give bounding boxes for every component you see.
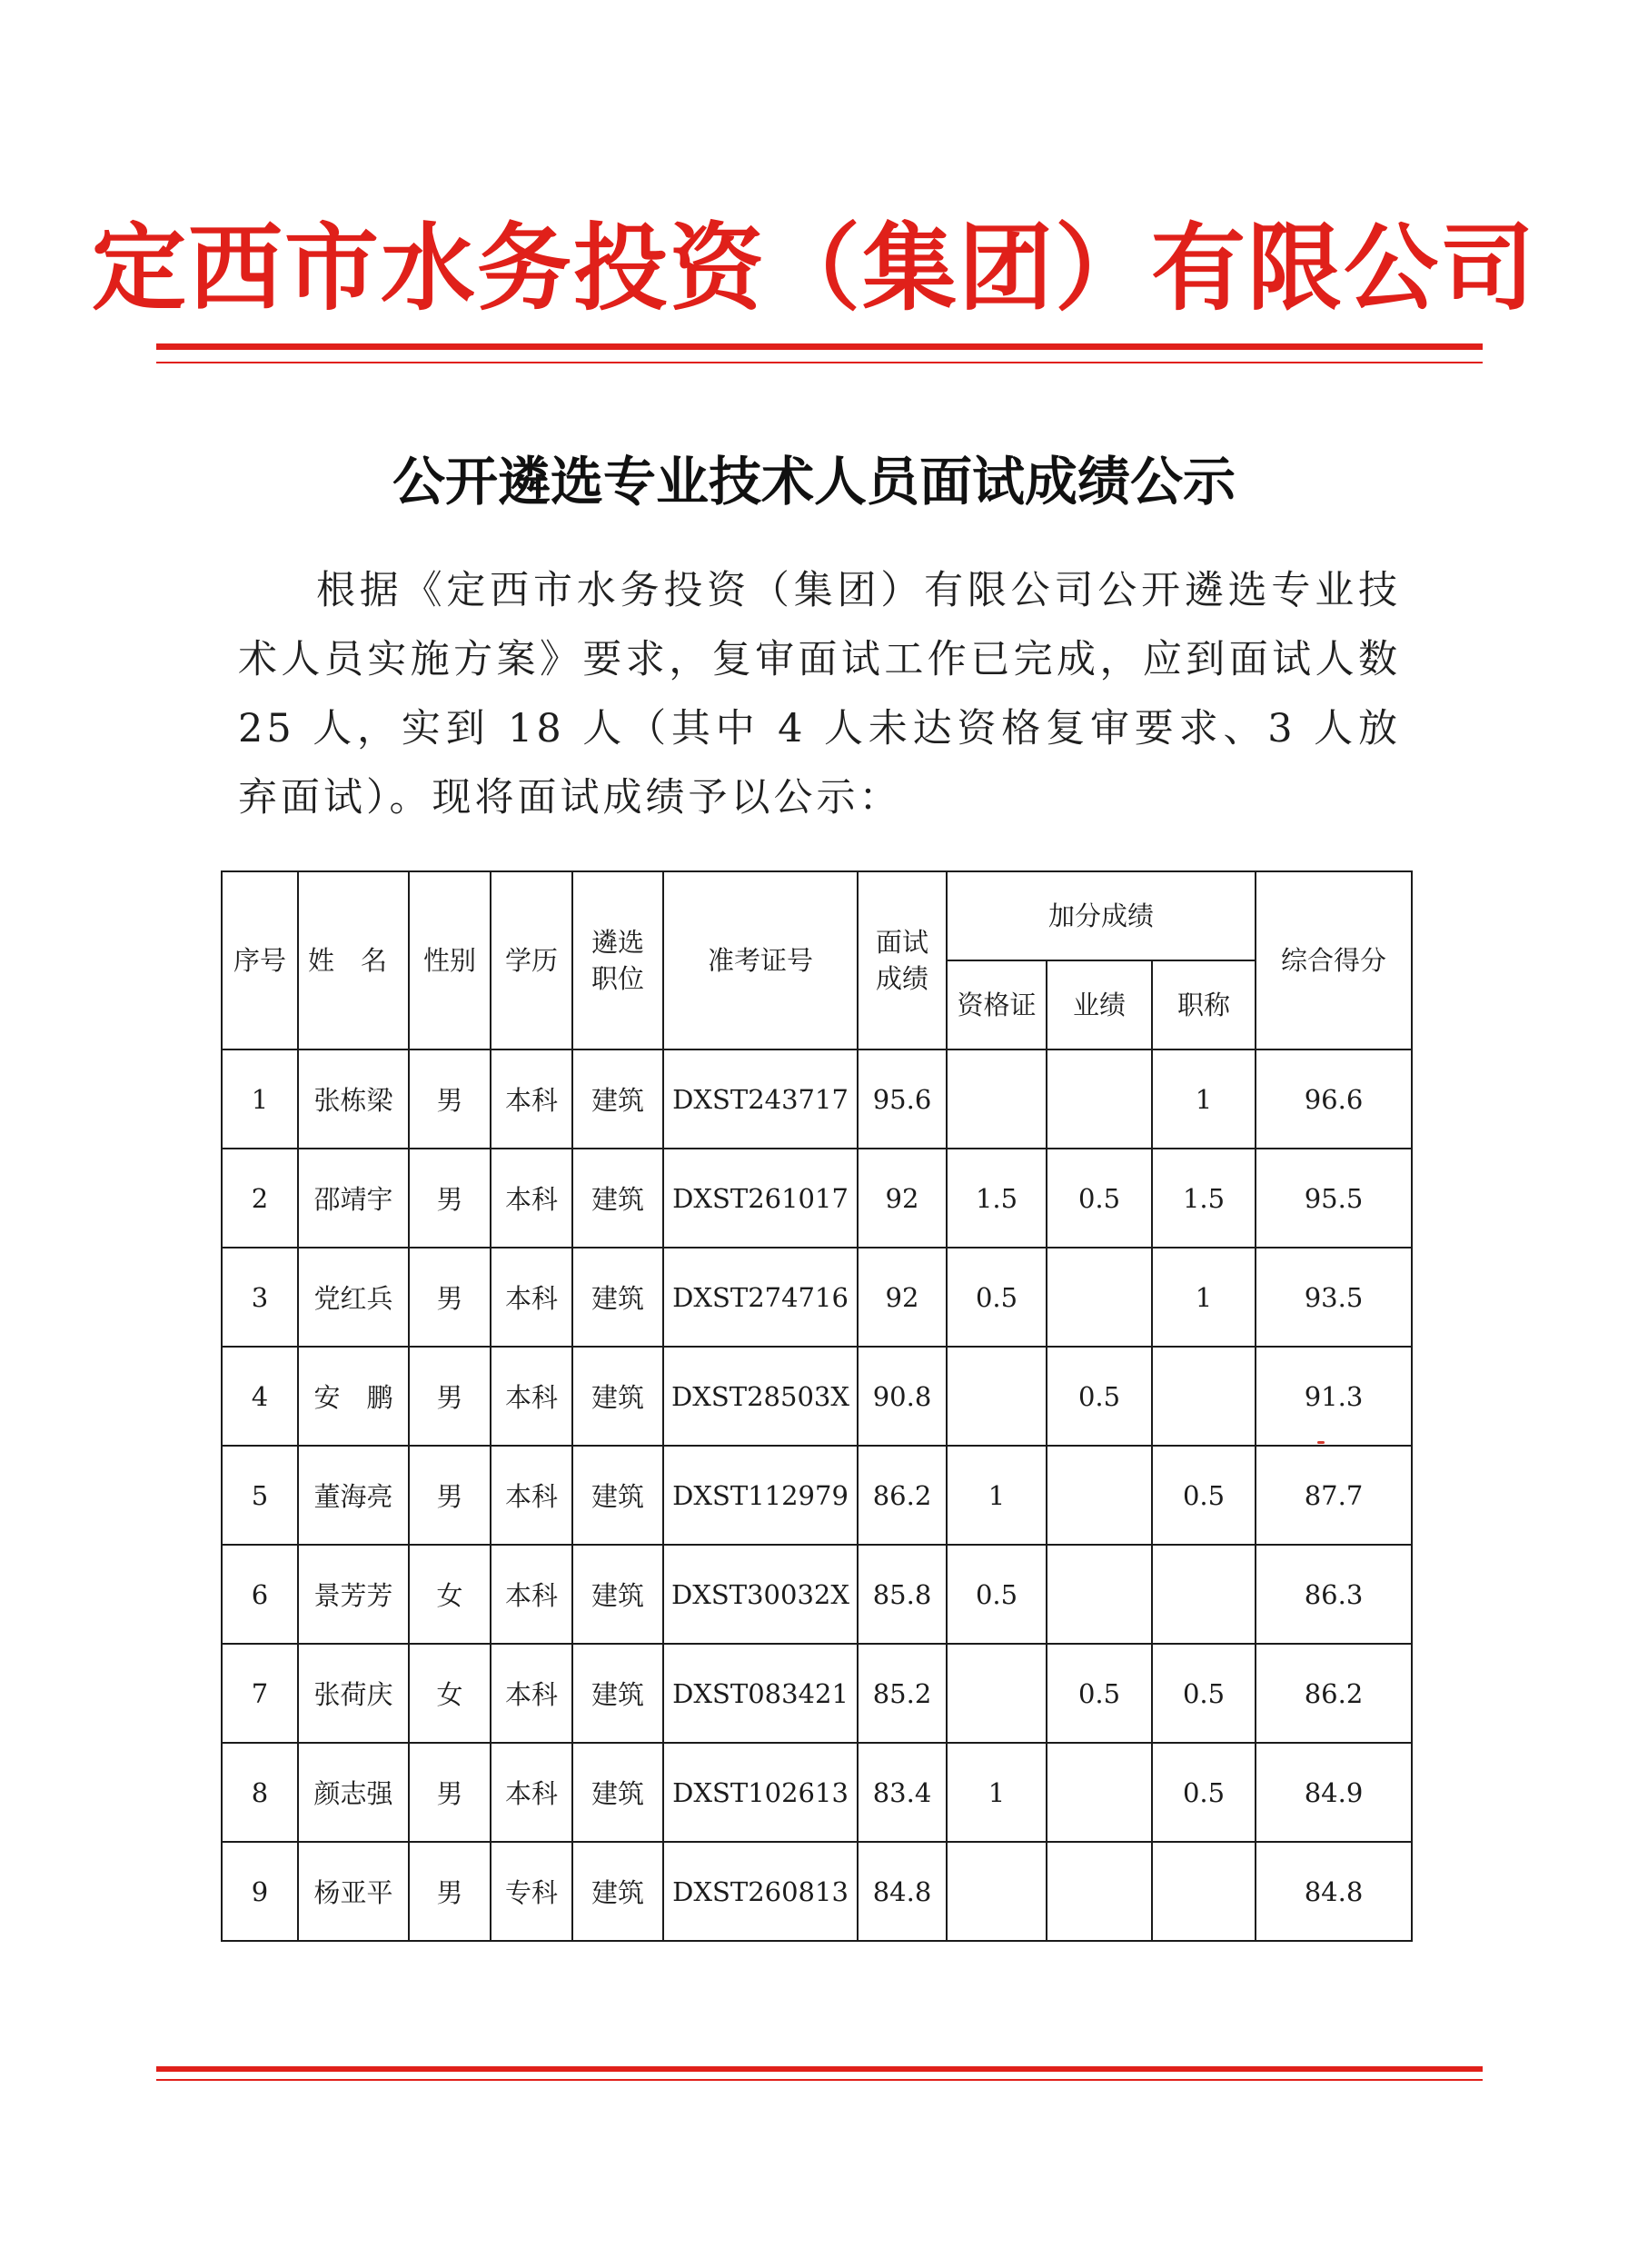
cell-name: 颜志强 bbox=[298, 1743, 409, 1842]
table-row bbox=[222, 1446, 1412, 1545]
cell-education: 本科 bbox=[491, 1149, 572, 1248]
cell-position: 建筑 bbox=[572, 1446, 663, 1545]
cell-gender: 男 bbox=[409, 1347, 491, 1446]
table-row bbox=[222, 1248, 1412, 1347]
cell-bonus-performance bbox=[1047, 1743, 1152, 1842]
cell-index: 8 bbox=[222, 1743, 298, 1842]
cell-position: 建筑 bbox=[572, 1743, 663, 1842]
header-education: 学历 bbox=[491, 871, 572, 1049]
cell-bonus-title: 0.5 bbox=[1152, 1446, 1256, 1545]
table-row bbox=[222, 1842, 1412, 1941]
header-exam-id: 准考证号 bbox=[663, 871, 858, 1049]
cell-index: 2 bbox=[222, 1149, 298, 1248]
cell-bonus-title: 1.5 bbox=[1152, 1149, 1256, 1248]
cell-index: 6 bbox=[222, 1545, 298, 1644]
cell-bonus-cert: 0.5 bbox=[947, 1545, 1047, 1644]
cell-education: 本科 bbox=[491, 1248, 572, 1347]
cell-bonus-title bbox=[1152, 1347, 1256, 1446]
cell-bonus-performance bbox=[1047, 1842, 1152, 1941]
cell-position: 建筑 bbox=[572, 1248, 663, 1347]
header-bonus-group: 加分成绩 bbox=[947, 871, 1256, 960]
document-title: 公开遴选专业技术人员面试成绩公示 bbox=[392, 451, 1236, 512]
cell-position: 建筑 bbox=[572, 1644, 663, 1743]
cell-name: 安 鹏 bbox=[298, 1347, 409, 1446]
letterhead-rule-thin bbox=[156, 362, 1483, 363]
cell-exam-id: DXST28503X bbox=[663, 1347, 858, 1446]
cell-position: 建筑 bbox=[572, 1149, 663, 1248]
cell-bonus-title: 1 bbox=[1152, 1049, 1256, 1149]
header-position: 遴选 职位 bbox=[572, 871, 663, 1049]
cell-bonus-title bbox=[1152, 1545, 1256, 1644]
cell-index: 3 bbox=[222, 1248, 298, 1347]
table-row bbox=[222, 1644, 1412, 1743]
cell-index: 5 bbox=[222, 1446, 298, 1545]
cell-index: 9 bbox=[222, 1842, 298, 1941]
cell-education: 本科 bbox=[491, 1545, 572, 1644]
cell-bonus-performance: 0.5 bbox=[1047, 1644, 1152, 1743]
cell-exam-id: DXST274716 bbox=[663, 1248, 858, 1347]
cell-gender: 男 bbox=[409, 1248, 491, 1347]
cell-total-score: 95.5 bbox=[1256, 1149, 1412, 1248]
cell-exam-id: DXST083421 bbox=[663, 1644, 858, 1743]
cell-interview-score: 85.8 bbox=[858, 1545, 947, 1644]
table-row bbox=[222, 1149, 1412, 1248]
cell-name: 张栋梁 bbox=[298, 1049, 409, 1149]
cell-exam-id: DXST30032X bbox=[663, 1545, 858, 1644]
cell-name: 景芳芳 bbox=[298, 1545, 409, 1644]
cell-exam-id: DXST261017 bbox=[663, 1149, 858, 1248]
footer-rule-thick bbox=[156, 2066, 1483, 2072]
cell-bonus-cert: 1.5 bbox=[947, 1149, 1047, 1248]
header-bonus-cert: 资格证 bbox=[947, 960, 1047, 1049]
cell-interview-score: 83.4 bbox=[858, 1743, 947, 1842]
cell-total-score: 96.6 bbox=[1256, 1049, 1412, 1149]
header-gender: 性别 bbox=[409, 871, 491, 1049]
cell-education: 专科 bbox=[491, 1842, 572, 1941]
cell-bonus-title: 1 bbox=[1152, 1248, 1256, 1347]
cell-gender: 男 bbox=[409, 1149, 491, 1248]
intro-paragraph: 根据《定西市水务投资（集团）有限公司公开遴选专业技术人员实施方案》要求，复审面试工作已完成，应到面试人数 25 人，实到 18 人（其中 4 人未达资格复审要求、3 人放弃面试）。现将面试成绩予以公示： bbox=[238, 568, 1401, 821]
cell-total-score: 84.9 bbox=[1256, 1743, 1412, 1842]
cell-bonus-performance bbox=[1047, 1545, 1152, 1644]
cell-education: 本科 bbox=[491, 1049, 572, 1149]
cell-education: 本科 bbox=[491, 1347, 572, 1446]
cell-total-score: 86.2 bbox=[1256, 1644, 1412, 1743]
cell-education: 本科 bbox=[491, 1743, 572, 1842]
cell-education: 本科 bbox=[491, 1644, 572, 1743]
cell-interview-score: 95.6 bbox=[858, 1049, 947, 1149]
cell-gender: 男 bbox=[409, 1049, 491, 1149]
cell-interview-score: 85.2 bbox=[858, 1644, 947, 1743]
cell-exam-id: DXST102613 bbox=[663, 1743, 858, 1842]
cell-position: 建筑 bbox=[572, 1347, 663, 1446]
cell-bonus-cert: 0.5 bbox=[947, 1248, 1047, 1347]
header-interview-score: 面试 成绩 bbox=[858, 871, 947, 1049]
red-ink-speck bbox=[1317, 1441, 1325, 1444]
cell-bonus-cert bbox=[947, 1842, 1047, 1941]
cell-interview-score: 92 bbox=[858, 1149, 947, 1248]
cell-gender: 男 bbox=[409, 1446, 491, 1545]
cell-total-score: 86.3 bbox=[1256, 1545, 1412, 1644]
cell-name: 邵靖宇 bbox=[298, 1149, 409, 1248]
cell-position: 建筑 bbox=[572, 1545, 663, 1644]
cell-bonus-cert bbox=[947, 1049, 1047, 1149]
cell-total-score: 87.7 bbox=[1256, 1446, 1412, 1545]
cell-name: 党红兵 bbox=[298, 1248, 409, 1347]
cell-gender: 女 bbox=[409, 1644, 491, 1743]
cell-interview-score: 90.8 bbox=[858, 1347, 947, 1446]
cell-bonus-performance: 0.5 bbox=[1047, 1347, 1152, 1446]
cell-total-score: 91.3 bbox=[1256, 1347, 1412, 1446]
header-bonus-performance: 业绩 bbox=[1047, 960, 1152, 1049]
footer-rule-thin bbox=[156, 2079, 1483, 2081]
table-row bbox=[222, 1049, 1412, 1149]
cell-bonus-cert: 1 bbox=[947, 1743, 1047, 1842]
cell-total-score: 84.8 bbox=[1256, 1842, 1412, 1941]
cell-bonus-cert bbox=[947, 1644, 1047, 1743]
cell-exam-id: DXST112979 bbox=[663, 1446, 858, 1545]
cell-total-score: 93.5 bbox=[1256, 1248, 1412, 1347]
cell-bonus-title bbox=[1152, 1842, 1256, 1941]
header-name: 姓 名 bbox=[298, 871, 409, 1049]
table-row bbox=[222, 1545, 1412, 1644]
header-bonus-title: 职称 bbox=[1152, 960, 1256, 1049]
cell-interview-score: 86.2 bbox=[858, 1446, 947, 1545]
cell-education: 本科 bbox=[491, 1446, 572, 1545]
cell-exam-id: DXST260813 bbox=[663, 1842, 858, 1941]
cell-name: 杨亚平 bbox=[298, 1842, 409, 1941]
cell-interview-score: 84.8 bbox=[858, 1842, 947, 1941]
cell-index: 4 bbox=[222, 1347, 298, 1446]
cell-exam-id: DXST243717 bbox=[663, 1049, 858, 1149]
cell-interview-score: 92 bbox=[858, 1248, 947, 1347]
cell-gender: 男 bbox=[409, 1842, 491, 1941]
cell-bonus-performance: 0.5 bbox=[1047, 1149, 1152, 1248]
cell-bonus-title: 0.5 bbox=[1152, 1743, 1256, 1842]
header-total-score: 综合得分 bbox=[1256, 871, 1412, 1049]
header-index: 序号 bbox=[222, 871, 298, 1049]
cell-name: 董海亮 bbox=[298, 1446, 409, 1545]
table-row bbox=[222, 1743, 1412, 1842]
letterhead-rule-thick bbox=[156, 343, 1483, 350]
cell-position: 建筑 bbox=[572, 1049, 663, 1149]
cell-bonus-title: 0.5 bbox=[1152, 1644, 1256, 1743]
table-row bbox=[222, 1347, 1412, 1446]
cell-index: 1 bbox=[222, 1049, 298, 1149]
cell-position: 建筑 bbox=[572, 1842, 663, 1941]
cell-name: 张荷庆 bbox=[298, 1644, 409, 1743]
cell-index: 7 bbox=[222, 1644, 298, 1743]
cell-gender: 女 bbox=[409, 1545, 491, 1644]
cell-bonus-cert: 1 bbox=[947, 1446, 1047, 1545]
cell-bonus-cert bbox=[947, 1347, 1047, 1446]
cell-bonus-performance bbox=[1047, 1446, 1152, 1545]
cell-bonus-performance bbox=[1047, 1049, 1152, 1149]
cell-bonus-performance bbox=[1047, 1248, 1152, 1347]
cell-gender: 男 bbox=[409, 1743, 491, 1842]
interview-score-table bbox=[221, 870, 1413, 1942]
letterhead-company-name: 定西市水务投资（集团）有限公司 bbox=[91, 213, 1536, 323]
